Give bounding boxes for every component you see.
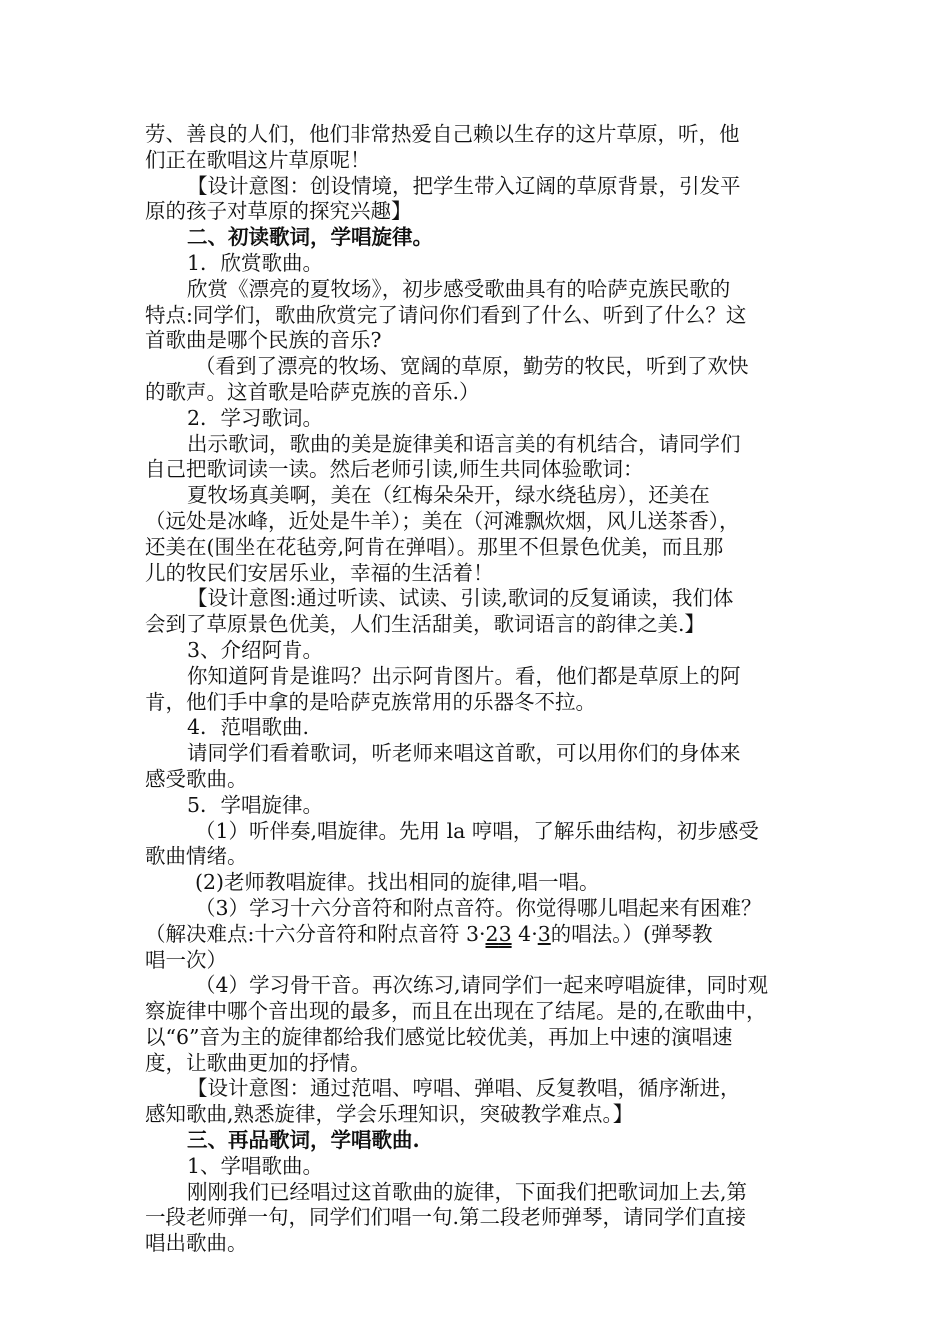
text-line: 察旋律中哪个音出现的最多，而且在出现在了结尾。是的,在歌曲中， [145,999,767,1024]
section-heading: 三、再品歌词，学唱歌曲. [187,1128,420,1153]
step-heading: 3、介绍阿肯。 [187,637,324,662]
text-line: 欣赏《漂亮的夏牧场》，初步感受歌曲具有的哈萨克族民歌的 [187,276,731,301]
note-dot: · [531,921,538,946]
design-intent-note: 【设计意图：创设情境，把学生带入辽阔的草原背景，引发平 [187,173,741,198]
text-line: （1）听伴奏,唱旋律。先用 la 哼唱，了解乐曲结构，初步感受 [195,818,759,843]
document-page [145,122,805,1257]
text-line: 们正在歌唱这片草原呢！ [145,147,371,172]
text-line: 劳、善良的人们，他们非常热爱自己赖以生存的这片草原，听，他 [145,122,740,146]
note-3: 3 [465,921,479,946]
text-line: 会到了草原景色优美，人们生活甜美，歌词语言的韵律之美.】 [145,612,706,637]
step-heading: 1．欣赏歌曲。 [187,250,324,275]
note-4: 4 [518,921,532,946]
step-heading: 5．学唱旋律。 [187,792,324,817]
section-heading: 二、初读歌词，学唱旋律。 [187,225,433,250]
text-line: 唱出歌曲。 [145,1231,248,1256]
step-heading: 2．学习歌词。 [187,405,324,430]
text-line: 刚刚我们已经唱过这首歌曲的旋律，下面我们把歌词加上去,第 [187,1179,748,1204]
text-line: 肯，他们手中拿的是哈萨克族常用的乐器冬不拉。 [145,689,596,714]
lyrics-line: 夏牧场真美啊，美在（红梅朵朵开，绿水绕毡房），还美在 [187,483,710,508]
text-segment: 的唱法。）(弹琴教 [550,921,713,946]
text-line: 一段老师弹一句，同学们们唱一句.第二段老师弹琴，请同学们直接 [145,1205,747,1230]
text-line: 儿的牧民们安居乐业，幸福的生活着！ [145,560,494,585]
text-segment: （解决难点:十六分音符和附点音符 [145,921,460,946]
text-line: 你知道阿肯是谁吗？出示阿肯图片。看，他们都是草原上的阿 [187,663,741,688]
note-2: 2 [485,921,499,946]
note-3: 3 [498,921,512,946]
text-line: 的歌声。这首歌是哈萨克族的音乐.） [145,379,480,404]
step-heading: 1、学唱歌曲。 [187,1153,324,1178]
text-line: 感受歌曲。 [145,766,248,791]
text-line: （3）学习十六分音符和附点音符。你觉得哪儿唱起来有困难？ [195,895,762,920]
text-line: 以“6”音为主的旋律都给我们感觉比较优美，再加上中速的演唱速 [145,1024,733,1049]
note-dot: · [478,921,486,946]
text-line: （4）学习骨干音。再次练习,请同学们一起来哼唱旋律，同时观 [195,973,769,998]
note-3: 3 [537,921,551,946]
lyrics-line: （远处是冰峰，近处是牛羊）；美在（河滩飘炊烟，风儿送茶香）， [145,508,740,533]
notation-line [145,922,805,948]
text-line: （看到了漂亮的牧场、宽阔的草原，勤劳的牧民，听到了欢快 [195,354,749,379]
text-line: 歌曲情绪。 [145,844,248,869]
text-line: 首歌曲是哪个民族的音乐? [145,328,382,353]
design-intent-note: 【设计意图：通过范唱、哼唱、弹唱、反复教唱，循序渐进， [187,1076,741,1101]
text-line: (2)老师教唱旋律。找出相同的旋律,唱一唱。 [195,870,600,895]
lyrics-line: 还美在(围坐在花毡旁,阿肯在弹唱）。那里不但景色优美，而且那 [145,534,724,559]
text-line: 感知歌曲,熟悉旋律，学会乐理知识，突破教学难点。】 [145,1102,634,1127]
text-line: 出示歌词，歌曲的美是旋律美和语言美的有机结合，请同学们 [187,431,741,456]
text-line: 请同学们看着歌词，听老师来唱这首歌，可以用你们的身体来 [187,741,741,766]
text-line: 原的孩子对草原的探究兴趣】 [145,199,412,224]
text-line: 自己把歌词读一读。然后老师引读,师生共同体验歌词： [145,457,644,482]
text-line: 度，让歌曲更加的抒情。 [145,1050,371,1075]
text-line: 唱一次） [145,947,227,972]
step-heading: 4．范唱歌曲. [187,715,310,740]
design-intent-note: 【设计意图:通过听读、试读、引读,歌词的反复诵读，我们体 [187,586,734,611]
text-line: 特点:同学们，歌曲欣赏完了请问你们看到了什么、听到了什么？这 [145,302,747,327]
